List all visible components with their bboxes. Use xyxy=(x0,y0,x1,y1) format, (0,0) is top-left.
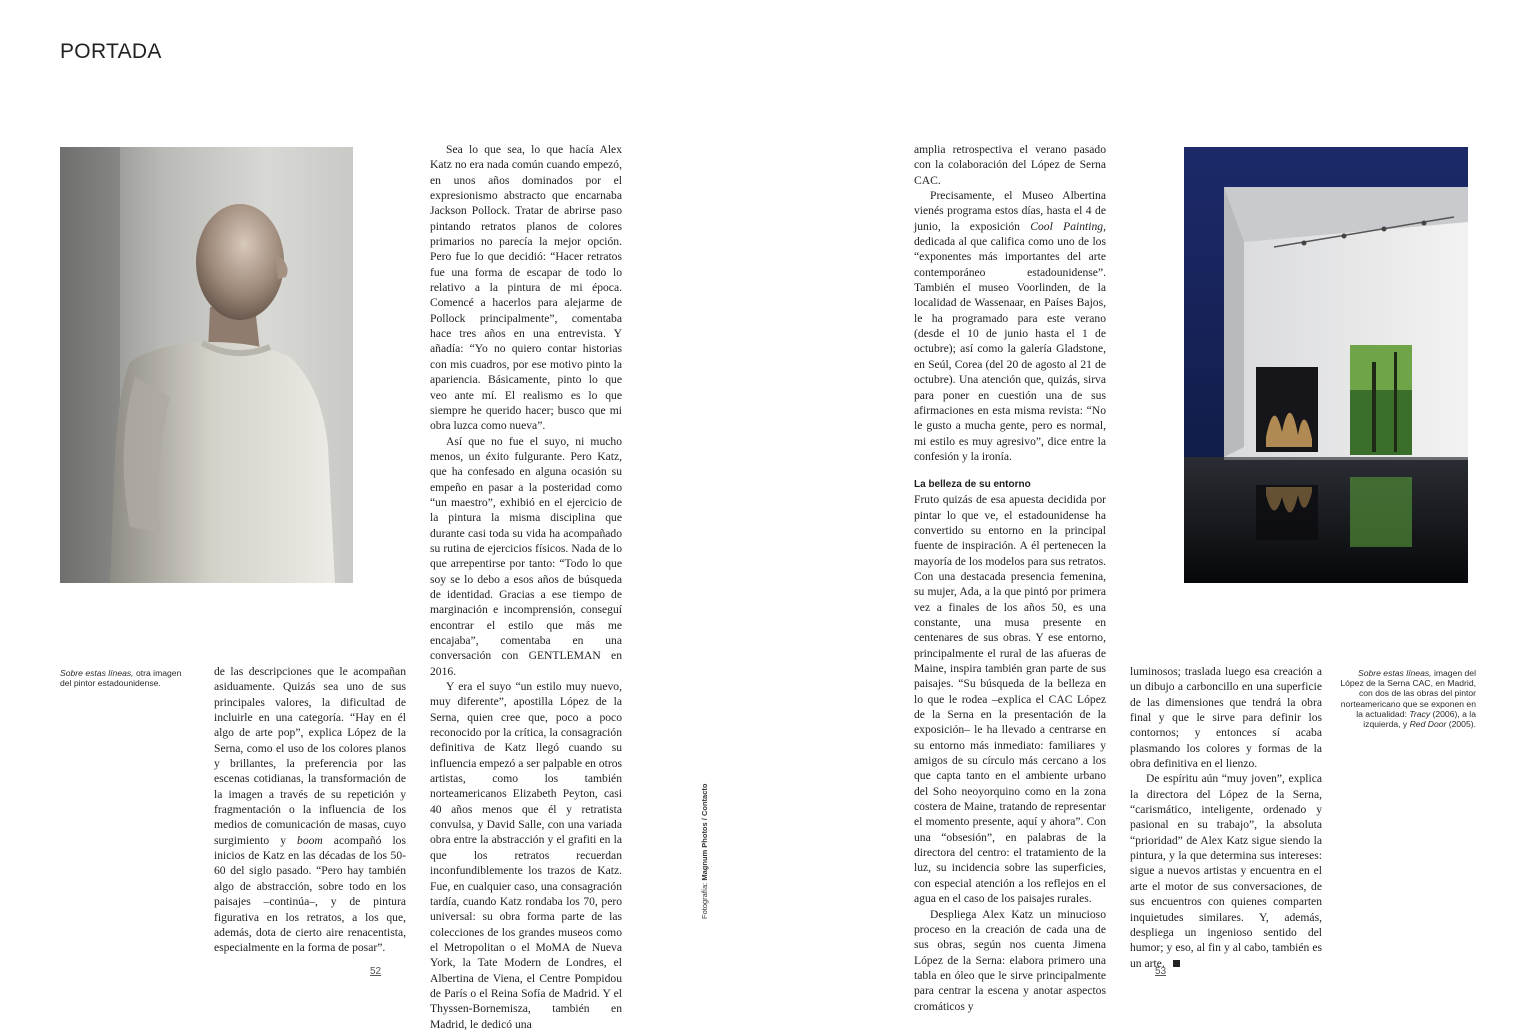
caption-right: Sobre estas líneas, imagen del López de la Serna CAC, en Madrid, con dos de las obras del pintor norteamericano que se exponen en la actualidad: Tracy (2006), a la izquierda, y Red Door (2005). xyxy=(1340,668,1476,730)
gallery-photo xyxy=(1184,147,1468,583)
caption-left xyxy=(60,668,190,688)
col3-paragraph-1: amplia retrospectiva el verano pasado con la colaboración del López de Serna CAC. xyxy=(914,143,1106,187)
section-heading: La belleza de su entorno xyxy=(914,479,1031,491)
caption-left-lead: Sobre estas líneas, xyxy=(60,668,134,678)
article-column-4 xyxy=(1130,664,1322,971)
col4-paragraph-1: luminosos; traslada luego esa creación a un dibujo a carboncillo en una superficie de las dimensiones que tendrá la obra final y que le sirve para definir los contornos; y entonces sí acaba plasmando los colores y formas de la obra definitiva en el lienzo. xyxy=(1130,665,1322,771)
article-column-1 xyxy=(214,664,406,956)
article-column-3 xyxy=(914,142,1106,1014)
col2-paragraph-1: Sea lo que sea, lo que hacía Alex Katz no era nada común cuando empezó, en unos años dominados por el expresionismo abstracto que encarnaba Jackson Pollock. Tratar de abrirse paso pintando retratos planos de colores primarios no parecía la mejor opción. Pero fue lo que decidió: “Hacer retratos fue una forma de escapar de todo lo relativo a la pintura de mi época. Comencé a hacerlos para alejarme de Pollock principalmente”, comentaba hace tres años en una entrevista. Y añadía: “Yo no quiero contar historias con mis cuadros, por ese motivo pinto la apariencia. Básicamente, pinto lo que veo ante mí. El realismo es lo que siempre he querido hacer; busco que mi obra luzca como nueva”. xyxy=(430,143,622,433)
col4-paragraph-2: De espíritu aún “muy joven”, explica la directora del López de la Serna, “carismático, inteligente, ordenado y pasional en su trabajo”, la absoluta “prioridad” de Alex Katz sigue siendo la pintura, y la que determina sus intereses: sigue a nuevos artistas y encuentra en el arte el motor de sus conversaciones, de sus encuentros con quienes comparten inquietudes similares. Y, además, despliega un ingenioso sentido del humor; y eso, al fin y al cabo, también es un arte. xyxy=(1130,772,1322,970)
col3-paragraph-2: Precisamente, el Museo Albertina vienés programa estos días, hasta el 4 de junio, la exposición Cool Painting, dedicada al que califica como uno de los “exponentes más importantes del arte contemporáneo estadounidense”. También el museo Voorlinden, de la localidad de Wassenaar, en Países Bajos, le ha programado para este verano (desde el 10 de junio hasta el 1 de octubre); así como la galería Gladstone, en Seúl, Corea (del 20 de agosto al 21 de octubre). Una atención que, quizás, sirva para poner en cuestión una de sus afirmaciones en esta misma revista: “No le gusto a mucha gente, pero es normal, mi estilo es muy agresivo”, dice entre la confesión y la ironía. xyxy=(914,189,1106,463)
col1-paragraph-1: de las descripciones que le acompañan asiduamente. Quizás sea uno de sus principales valores, la dificultad de incluirle en una categoría. “Hay en él algo de arte pop”, explica López de la Serna, como el uso de los colores planos y brillantes, la preferencia por las escenas cotidianas, la transformación de la imagen a través de su repetición y fragmentación o la influencia de los medios de comunicación de masas, cuyo surgimiento y boom acompañó los inicios de Katz en las décadas de los 50-60 del siglo pasado. “Pero hay también algo de abstracción, sobre todo en los paisajes –continúa–, y de pintura figurativa en los retratos, a los que, además, dota de cierto aire renacentista, especialmente en la forma de posar”. xyxy=(214,665,406,955)
col3-paragraph-4: Despliega Alex Katz un minucioso proceso en la creación de cada una de sus obras, según nos cuenta Jimena López de la Serna: elabora primero una tabla en óleo que le sirve principalmente para centrar la escena y anotar aspectos cromáticos y xyxy=(914,907,1106,1013)
section-title: PORTADA xyxy=(60,40,162,63)
portrait-photo xyxy=(60,147,353,583)
end-mark-icon xyxy=(1173,960,1180,967)
photo-credit: Fotografía: Magnum Photos / Contacto xyxy=(700,783,709,919)
col2-paragraph-3: Y era el suyo “un estilo muy nuevo, muy diferente”, apostilla López de la Serna, quien cree que, poco a poco reconocido por la crítica, la consagración definitiva de Katz llegó cuando su influencia empezó a ser palpable en otros artistas, como los también norteamericanos Elizabeth Peyton, casi 40 años menos que él y retratista convulsa, y David Salle, con una variada obra entre la abstracción y el grafiti en la que los retratos recuerdan inconfundiblemente los trazos de Katz. Fue, en cualquier caso, una consagración tardía, cuando Katz rondaba los 70, pero universal: su obra forma parte de las colecciones de los grandes museos como el Metropolitan o el MoMA de Nueva York, la Tate Modern de Londres, el Albertina de Viena, el Centre Pompidou de París o el Reina Sofía de Madrid. Y el Thyssen-Bornemisza, también en Madrid, le dedicó una xyxy=(430,680,622,1031)
col3-paragraph-3: Fruto quizás de esa apuesta decidida por pintar lo que ve, el estadounidense ha convertido su entorno en la principal fuente de inspiración. A él pertenecen la mayoría de los modelos para sus retratos. Con una destacada presencia femenina, su mujer, Ada, a la que pintó por primera vez a finales de los años 50, es una constante, una musa presente en centenares de sus obras. Y ese entorno, principalmente el rural de las afueras de Maine, inspira también gran parte de sus paisajes. “Su búsqueda de la belleza en lo que le rodea –explica el CAC López de la Serna en la presentación de la exposición– le ha llevado a centrarse en su entorno más inmediato: familiares y amigos de su círculo más cercano a los que capta tanto en el ambiente urbano del Soho neoyorquino como en la zona costera de Maine, tratando de representar el momento presente, aquí y ahora”. Con una “obsesión”, en palabras de la directora del centro: el tratamiento de la luz, su incidencia sobre las superficies, con especial atención a los reflejos en el agua en el caso de los paisajes rurales. xyxy=(914,493,1106,906)
col2-paragraph-2: Así que no fue el suyo, ni mucho menos, un éxito fulgurante. Pero Katz, que ha confesado en alguna ocasión su empeño en pasar a la posteridad como “un maestro”, exhibió en el ejercicio de la pintura la misma disciplina que durante casi toda su vida ha acompañado su rutina de ejercicios físicos. Nada de lo que arrepentirse por tanto: “Todo lo que soy se lo debo a esos años de búsqueda de identidad. Gracias a ese tiempo de marginación e incomprensión, conseguí encontrar el estilo que más me encajaba”, comentaba en una conversación con GENTLEMAN en 2016. xyxy=(430,434,622,678)
page-number-left: 52 xyxy=(370,966,382,977)
article-column-2 xyxy=(430,142,622,1032)
caption-left-text: otra imagen del pintor estadounidense. xyxy=(60,668,182,689)
page-number-right: 53 xyxy=(1155,966,1167,977)
